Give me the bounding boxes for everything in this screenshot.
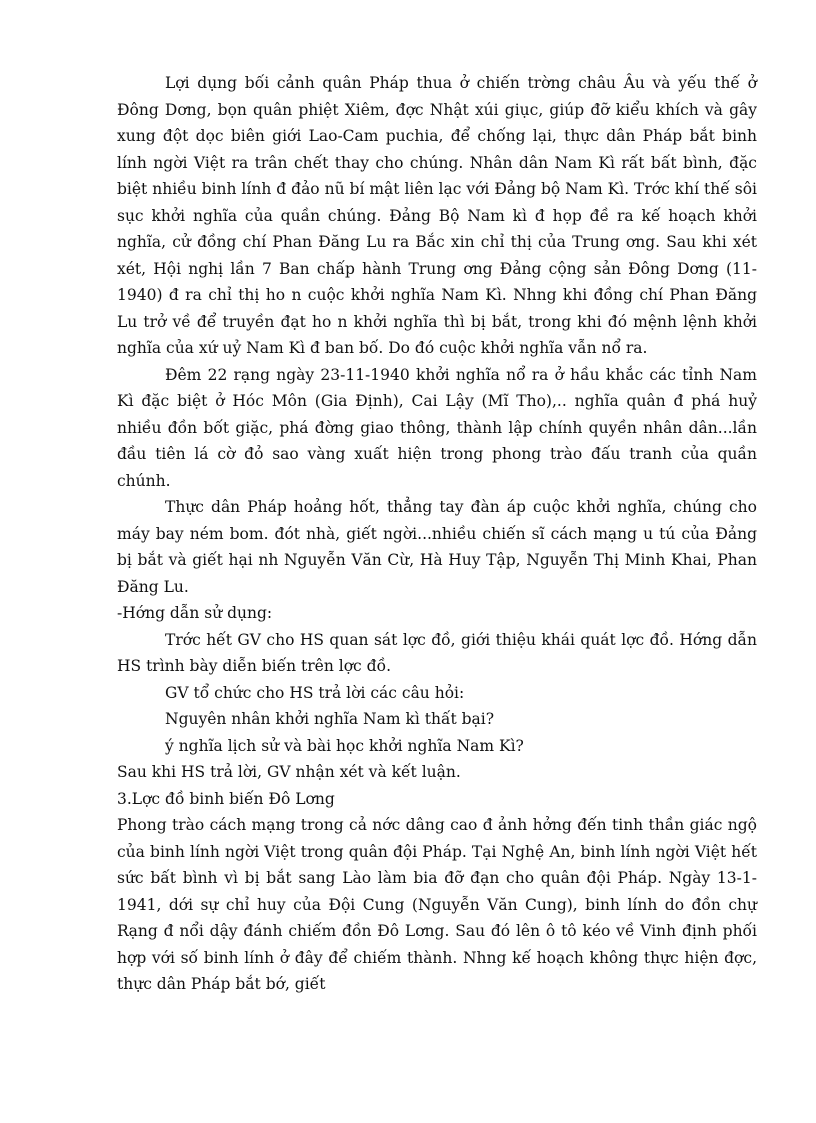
guide-item: GV tổ chức cho HS trả lời các câu hỏi: [165, 683, 465, 702]
section-heading: 3.Lợc đồ binh biến Đô Lơng [117, 789, 335, 808]
guide-heading: -Hớng dẫn sử dụng: [117, 604, 273, 622]
document-body [117, 70, 757, 998]
paragraph: Lợi dụng bối cảnh quân Pháp thua ở chiến trờng châu Âu và yếu thế ở Đông Dơng, bọn quân phiệt Xiêm, đợc Nhật xúi giục, giúp đỡ kiểu khích và gây xung đột dọc biên giới Lao-Cam puchia, để chống lại, thực dân Pháp bắt binh lính ngời Việt ra trân chết thay cho chúng. Nhân dân Nam Kì rất bất bình, đặc biệt nhiều binh lính đ đảo nũ bí mật liên lạc với Đảng bộ Nam Kì. Trớc khí thế sôi sục khởi nghĩa của quần chúng. Đảng Bộ Nam kì đ họp đề ra kế hoạch khởi nghĩa, cử đồng chí Phan Đăng Lu ra Bắc xin chỉ thị của Trung ơng. Sau khi xét xét, Hội nghị lần 7 Ban chấp hành Trung ơng Đảng cộng sản Đông Dơng (11-1940) đ ra chỉ thị ho n cuộc khởi nghĩa Nam Kì. Nhng khi đồng chí Phan Đăng Lu trở về để truyền đạt ho n khởi nghĩa thì bị bắt, trong khi đó mệnh lệnh khởi nghĩa của xứ uỷ Nam Kì đ ban bố. Do đó cuộc khởi nghĩa vẫn nổ ra. [117, 74, 757, 357]
paragraph: Đêm 22 rạng ngày 23-11-1940 khởi nghĩa nổ ra ở hầu khắc các tỉnh Nam Kì đặc biệt ở Hóc Môn (Gia Định), Cai Lậy (Mĩ Tho),.. nghĩa quân đ phá huỷ nhiều đồn bốt giặc, phá đờng giao thông, thành lập chính quyền nhân dân...lần đầu tiên lá cờ đỏ sao vàng xuất hiện trong phong trào đấu tranh của quần chúnh. [117, 365, 757, 490]
guide-item: ý nghĩa lịch sử và bài học khởi nghĩa Nam Kì? [165, 736, 524, 755]
guide-item: Nguyên nhân khởi nghĩa Nam kì thất bại? [165, 710, 495, 728]
paragraph: Phong trào cách mạng trong cả nớc dâng cao đ ảnh hởng đến tinh thần giác ngộ của binh lính ngời Việt trong quân đội Pháp. Tại Nghệ An, binh lính ngời Việt hết sức bất bình vì bị bắt sang Lào làm bia đỡ đạn cho quân đội Pháp. Ngày 13-1-1941, dới sự chỉ huy của Đội Cung (Nguyễn Văn Cung), binh lính do đồn chự Rạng đ nổi dậy đánh chiếm đồn Đô Lơng. Sau đó lên ô tô kéo về Vinh định phối hợp với số binh lính ở đây để chiếm thành. Nhng kế hoạch không thực hiện đợc, thực dân Pháp bắt bớ, giết [117, 816, 757, 993]
conclusion-line: Sau khi HS trả lời, GV nhận xét và kết luận. [117, 763, 461, 781]
paragraph: Thực dân Pháp hoảng hốt, thẳng tay đàn áp cuộc khởi nghĩa, chúng cho máy bay ném bom. đót nhà, giết ngời...nhiều chiến sĩ cách mạng u tú của Đảng bị bắt và giết hại nh Nguyễn Văn Cừ, Hà Huy Tập, Nguyễn Thị Minh Khai, Phan Đăng Lu. [117, 498, 757, 596]
guide-paragraph: Trớc hết GV cho HS quan sát lợc đồ, giới thiệu khái quát lợc đồ. Hớng dẫn HS trình bày diễn biến trên lợc đồ. [117, 630, 757, 675]
